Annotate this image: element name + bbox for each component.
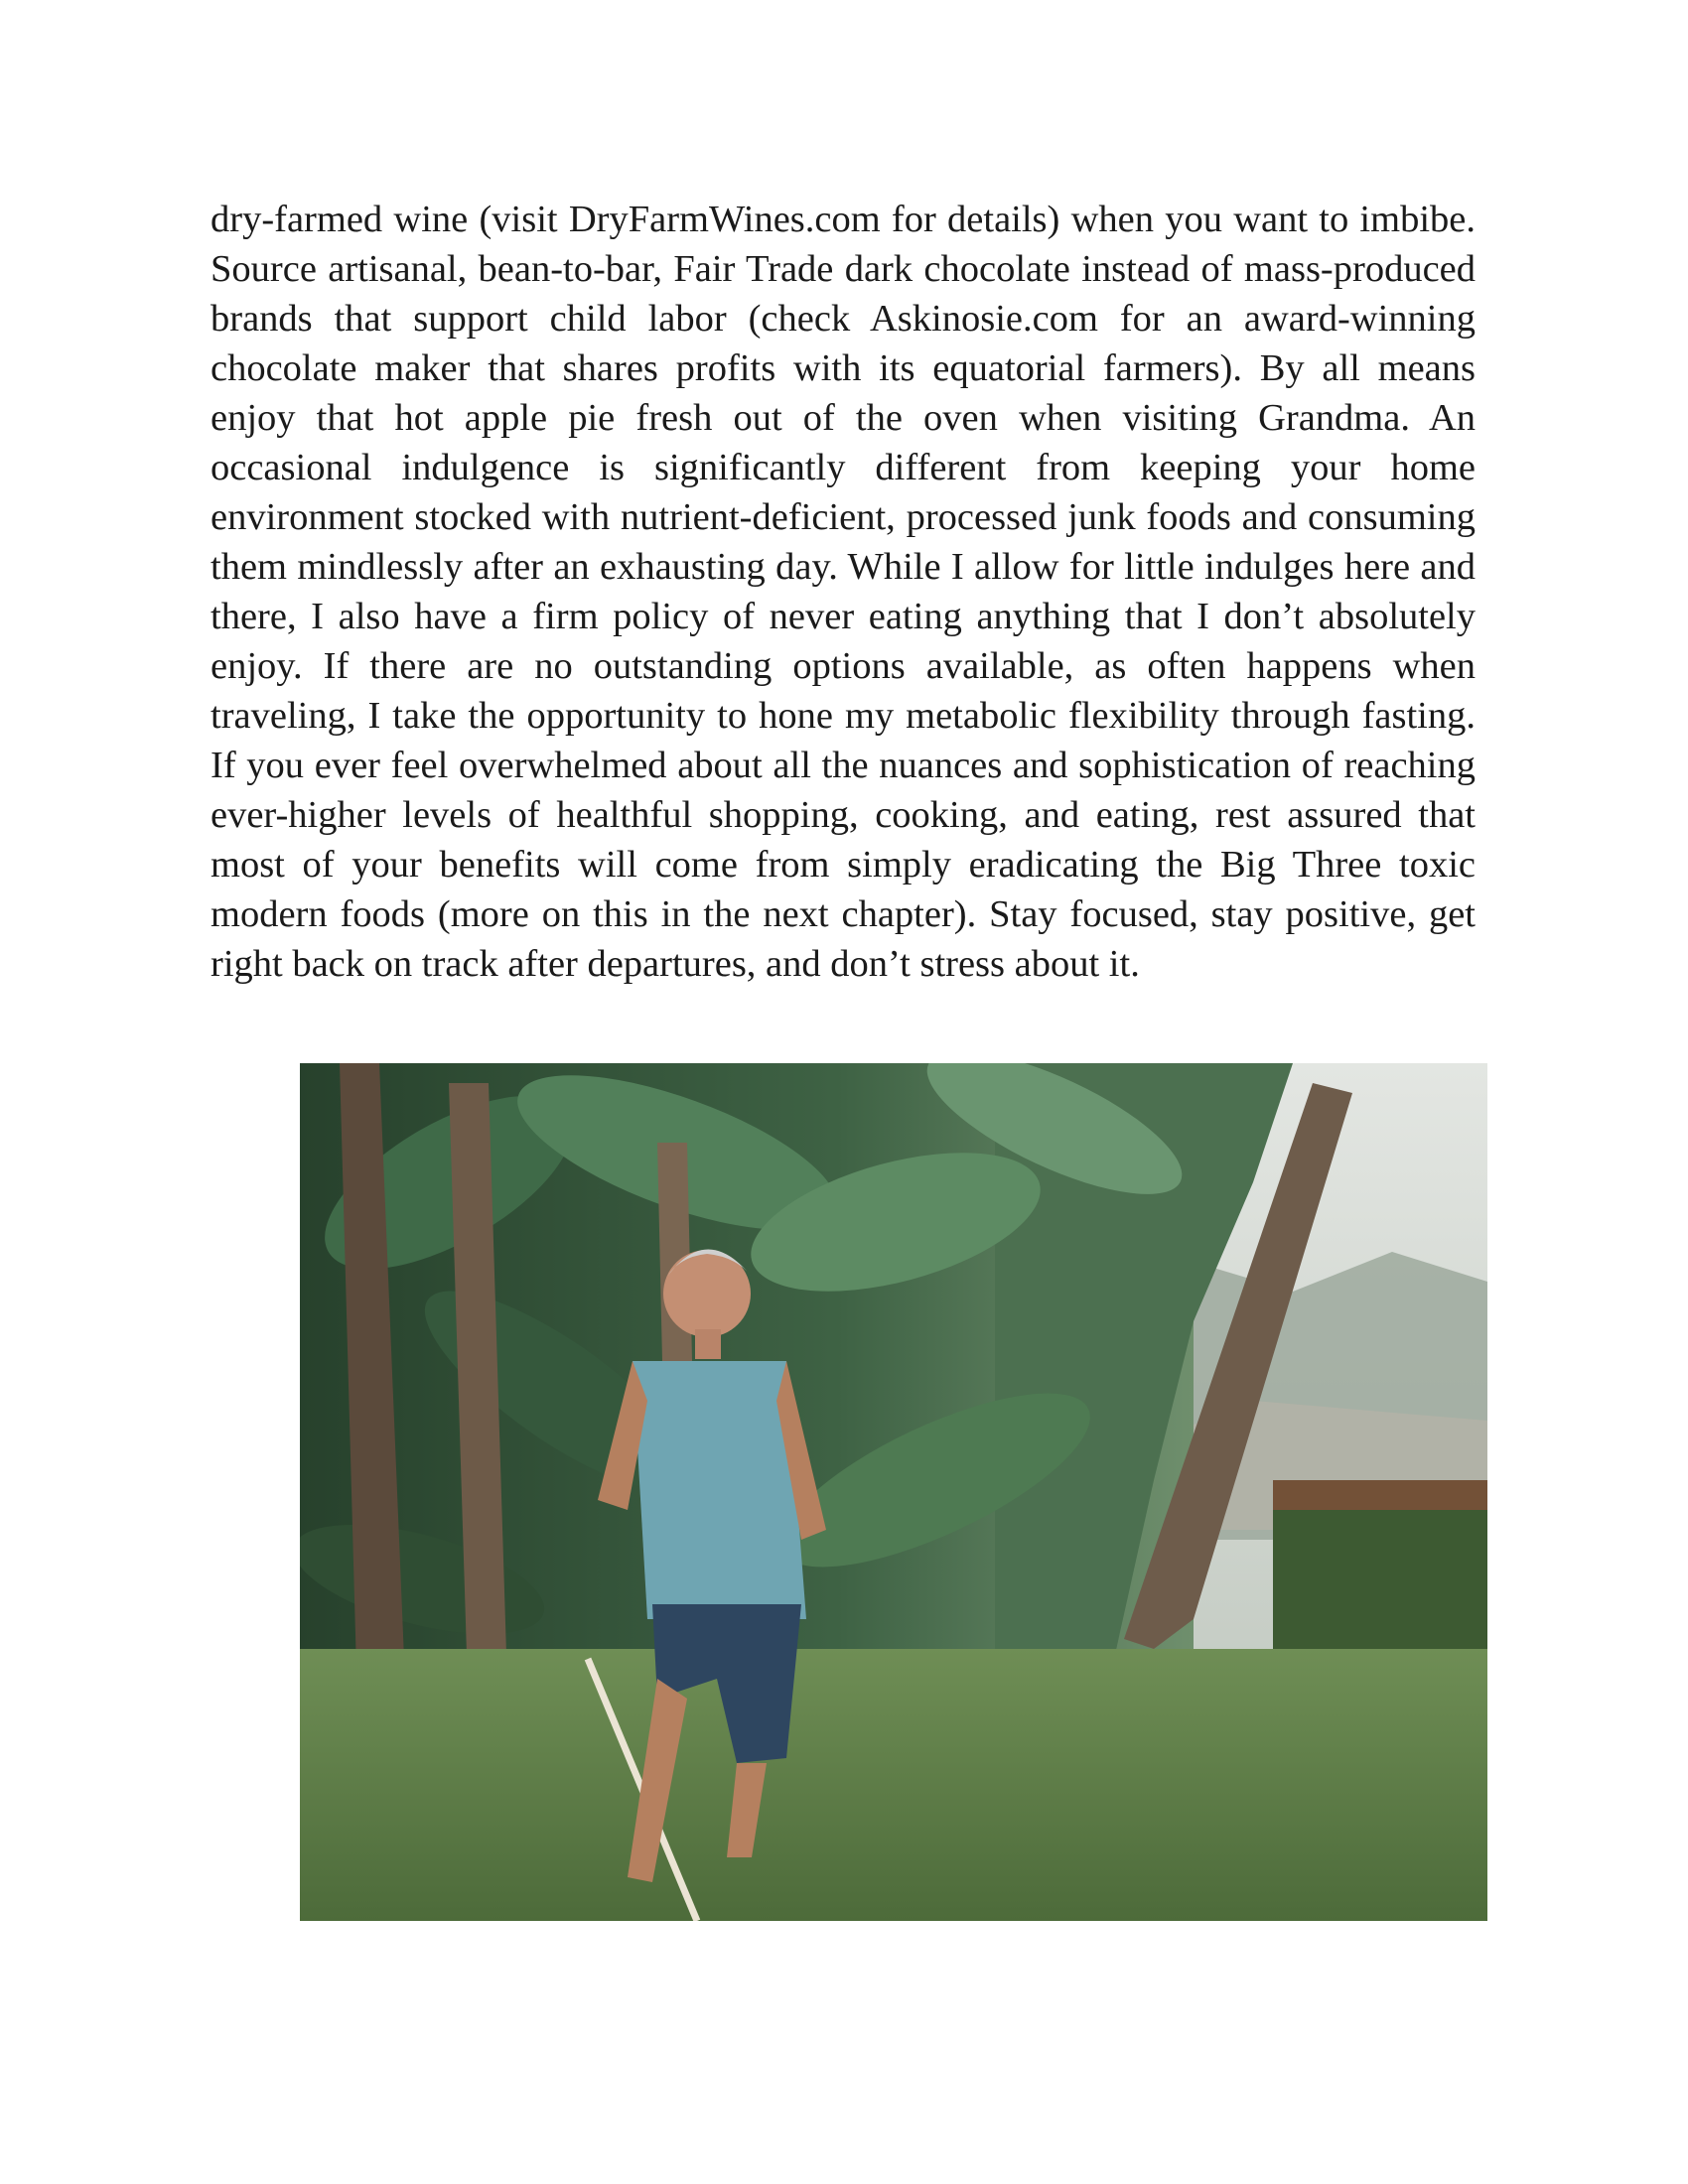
slackline-photo: [300, 1063, 1487, 1921]
body-paragraph: dry-farmed wine (visit DryFarmWines.com for details) when you want to imbibe. Source artisanal, bean-to-bar, Fair Trade dark chocolate instead of mass-produced brands that support child labor (check Askinosie.com for an award-winning chocolate maker that shares profits with its equatorial farmers). By all means enjoy that hot apple pie fresh out of the oven when visiting Grandma. An occasional indulgence is significantly different from keeping your home environment stocked with nutrient-deficient, processed junk foods and consuming them mindlessly after an exhausting day. While I allow for little indulges here and there, I also have a firm policy of never eating anything that I don’t absolutely enjoy. If there are no outstanding options available, as often happens when traveling, I take the opportunity to hone my metabolic flexibility through fasting. If you ever feel overwhelmed about all the nuances and sophistication of reaching ever-higher levels of healthful shopping, cooking, and eating, rest assured that most of your benefits will come from simply eradicating the Big Three toxic modern foods (more on this in the next chapter). Stay focused, stay positive, get right back on track after departures, and don’t stress about it.: [211, 199, 1476, 985]
